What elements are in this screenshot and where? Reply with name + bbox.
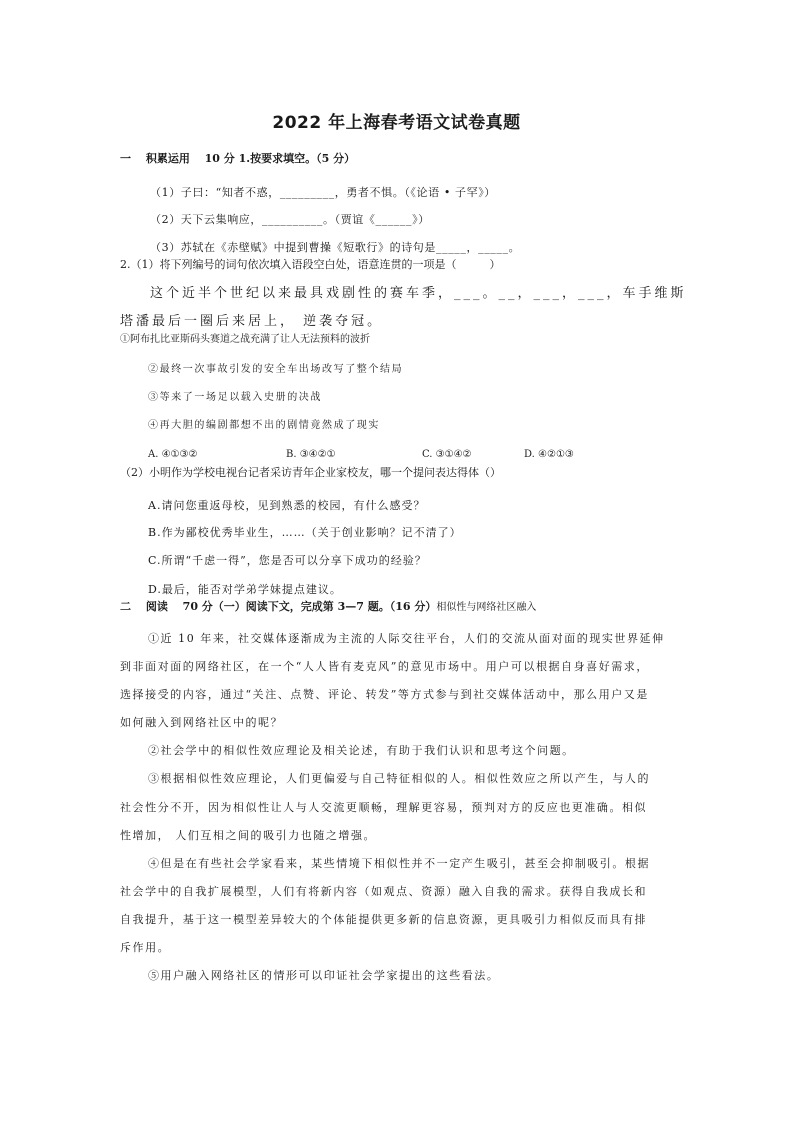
q2-choice-c: C. ③①④② (422, 449, 472, 460)
article-paragraph-4-line: 斥作用。 (120, 941, 171, 954)
article-paragraph-4-line: 社会学中的自我扩展模型，人们有将新内容（如观点、资源）融入自我的需求。获得自我成长和 (120, 885, 648, 898)
q2-choice-d: D. ④②①③ (524, 449, 574, 460)
article-paragraph-1-line: 到非面对面的网络社区，在一个“人人皆有麦克风”的意见市场中。用户可以根据自身喜好需求， (120, 660, 649, 673)
fill-item-2: （2）天下云集响应，__________。（贾谊《______》） (150, 213, 430, 226)
q2-2-choice-b: B.作为鄙校优秀毕业生，……（关于创业影响？记不清了） (148, 526, 462, 539)
q2-2-stem: （2）小明作为学校电视台记者采访青年企业家校友，哪一个提问表达得体（） (120, 466, 501, 479)
q2-option-4: ④再大胆的编剧都想不出的剧情竟然成了现实 (148, 420, 380, 431)
q2-passage-line-2: 塔潘最后一圈后来居上， 逆袭夺冠。 (120, 314, 384, 329)
article-paragraph-3-line: 社会性分不开，因为相似性让人与人交流更顺畅，理解更容易，预判对方的反应也更准确。相似 (120, 801, 648, 814)
q2-option-1: ①阿布扎比亚斯码头赛道之战充满了让人无法预料的波折 (120, 334, 370, 345)
article-paragraph-2-line: ②社会学中的相似性效应理论及相关论述，有助于我们认识和思考这个问题。 (148, 744, 575, 757)
article-paragraph-4-line: ④但是在有些社会学家看来，某些情境下相似性并不一定产生吸引，甚至会抑制吸引。根据 (148, 857, 650, 870)
article-paragraph-3-line: ③根据相似性效应理论，人们更偏爱与自己特征相似的人。相似性效应之所以产生，与人的 (148, 772, 650, 785)
article-paragraph-3-line: 性增加， 人们互相之间的吸引力也随之增强。 (120, 829, 377, 842)
q2-choice-a: A. ④①③② (148, 449, 198, 460)
fill-item-3: （3）苏轼在《赤壁赋》中提到曹操《短歌行》的诗句是_____，_____。 (150, 241, 521, 254)
q2-option-3: ③等来了一场足以载入史册的决战 (148, 392, 322, 403)
article-paragraph-1-line: 选择接受的内容，通过“关注、点赞、评论、转发”等方式参与到社交媒体活动中，那么用户又是 (120, 688, 649, 701)
fill-item-1: （1）子曰：“知者不惑，_________，勇者不惧。（《论语 • 子罕》） (150, 186, 496, 199)
q2-stem: 2.（1）将下列编号的词句依次填入语段空白处，语意连贯的一项是（ ） (120, 258, 501, 271)
q2-2-choice-d: D.最后，能否对学弟学妹提点建议。 (148, 583, 342, 596)
article-paragraph-4-line: 自我提升，基于这一模型差异较大的个体能提供更多新的信息资源，更具吸引力相似反而具有排 (120, 913, 648, 926)
q2-choice-b: B. ③④②① (286, 449, 336, 460)
q2-passage-line-1: 这个近半个世纪以来最具戏剧性的赛车季，___。__，___，___，车手维斯 (150, 286, 687, 301)
article-paragraph-1-line: 如何融入到网络社区中的呢？ (120, 716, 284, 729)
article-paragraph-5-line: ⑤用户融入网络社区的情形可以印证社会学家提出的这些看法。 (148, 969, 500, 982)
section-2-header-line (120, 601, 536, 613)
q2-2-choice-c: C.所谓“千虑一得”，您是否可以分享下成功的经验？ (148, 554, 427, 567)
section-1-header: 一 积累运用 10 分 1.按要求填空。（5 分） (120, 152, 356, 165)
section-2-header: 二 阅读 70 分（一）阅读下文，完成第 3—7 题。（16 分） (120, 600, 437, 613)
q2-option-2: ②最终一次事故引发的安全车出场改写了整个结局 (148, 364, 404, 375)
article-paragraph-1-line: ①近 10 年来，社交媒体逐渐成为主流的人际交往平台，人们的交流从面对面的现实世界延伸 (148, 632, 665, 645)
q2-2-choice-a: A.请问您重返母校，见到熟悉的校园，有什么感受？ (148, 499, 426, 512)
article-title: 相似性与网络社区融入 (436, 602, 537, 613)
exam-title: 2022 年上海春考语文试卷真题 (272, 113, 521, 133)
